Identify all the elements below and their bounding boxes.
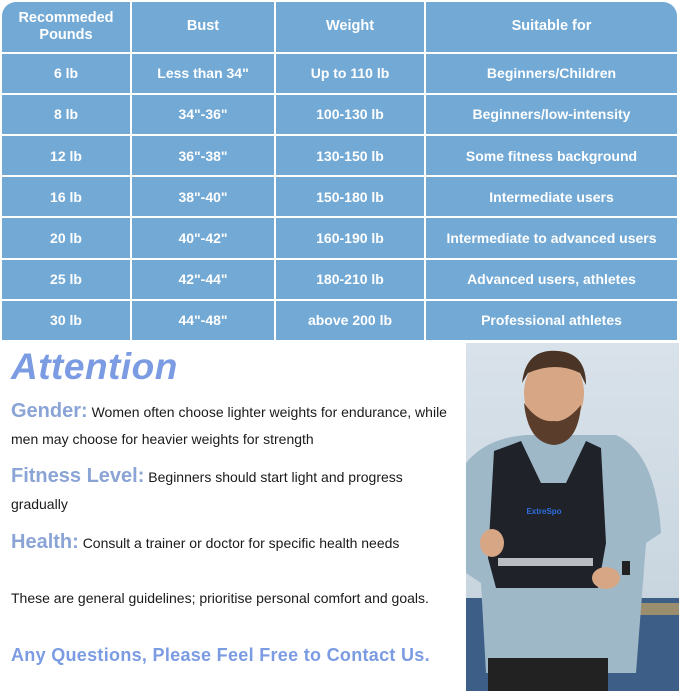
right-hand (592, 567, 620, 589)
health-paragraph (11, 529, 461, 557)
left-hand (480, 529, 504, 557)
contact-us-text: Any Questions, Please Feel Free to Contact Us. (11, 645, 430, 665)
cell-suitable: Intermediate users (426, 177, 677, 216)
cell-weight: 160-190 lb (276, 218, 424, 257)
cell-pounds: 30 lb (2, 301, 130, 340)
watch (622, 561, 630, 575)
cell-bust: 38"-40" (132, 177, 274, 216)
vest-logo: ExtreSpo (526, 507, 562, 516)
cell-pounds: 25 lb (2, 260, 130, 299)
header-weight: Weight (276, 2, 424, 52)
cell-suitable: Advanced users, athletes (426, 260, 677, 299)
cell-bust: Less than 34" (132, 54, 274, 93)
cell-weight: 150-180 lb (276, 177, 424, 216)
man-wearing-weighted-vest-photo (466, 343, 679, 691)
header-bust: Bust (132, 2, 274, 52)
cell-weight: 100-130 lb (276, 95, 424, 134)
table-row (2, 95, 677, 134)
cell-pounds: 16 lb (2, 177, 130, 216)
cell-weight: 130-150 lb (276, 136, 424, 175)
table-row (2, 136, 677, 175)
cell-bust: 40"-42" (132, 218, 274, 257)
health-text: Consult a trainer or doctor for specific health needs (82, 535, 400, 551)
table-row (2, 260, 677, 299)
health-label: Health: (11, 531, 79, 553)
table-row (2, 301, 677, 340)
attention-title: Attention (11, 346, 178, 387)
cell-suitable: Professional athletes (426, 301, 677, 340)
cell-suitable: Intermediate to advanced users (426, 218, 677, 257)
size-chart-table (0, 0, 679, 342)
shorts (488, 658, 608, 691)
table-header-row (2, 2, 677, 52)
cell-bust: 44"-48" (132, 301, 274, 340)
cell-pounds: 12 lb (2, 136, 130, 175)
cell-suitable: Some fitness background (426, 136, 677, 175)
gender-label: Gender: (11, 400, 88, 422)
cell-bust: 34"-36" (132, 95, 274, 134)
guidelines-note: These are general guidelines; prioritise personal comfort and goals. (11, 590, 429, 606)
cell-suitable: Beginners/low-intensity (426, 95, 677, 134)
cell-bust: 42"-44" (132, 260, 274, 299)
cell-pounds: 6 lb (2, 54, 130, 93)
header-recommended-pounds (2, 2, 130, 52)
header-label: Recommeded Pounds (18, 9, 114, 43)
table-row (2, 177, 677, 216)
cell-bust: 36"-38" (132, 136, 274, 175)
reflective-strip (498, 558, 593, 566)
table-row (2, 54, 677, 93)
cell-suitable: Beginners/Children (426, 54, 677, 93)
cell-pounds: 20 lb (2, 218, 130, 257)
cell-weight: Up to 110 lb (276, 54, 424, 93)
fitness-paragraph (11, 463, 461, 518)
gender-paragraph (11, 398, 461, 453)
table-row (2, 218, 677, 257)
gender-text: Women often choose lighter weights for endurance, while men may choose for heavier weights for strength (11, 404, 447, 447)
header-suitable-for: Suitable for (426, 2, 677, 52)
fitness-label: Fitness Level: (11, 465, 145, 487)
cell-weight: 180-210 lb (276, 260, 424, 299)
fitness-text: Beginners should start light and progress gradually (11, 469, 403, 512)
cell-pounds: 8 lb (2, 95, 130, 134)
cell-weight: above 200 lb (276, 301, 424, 340)
